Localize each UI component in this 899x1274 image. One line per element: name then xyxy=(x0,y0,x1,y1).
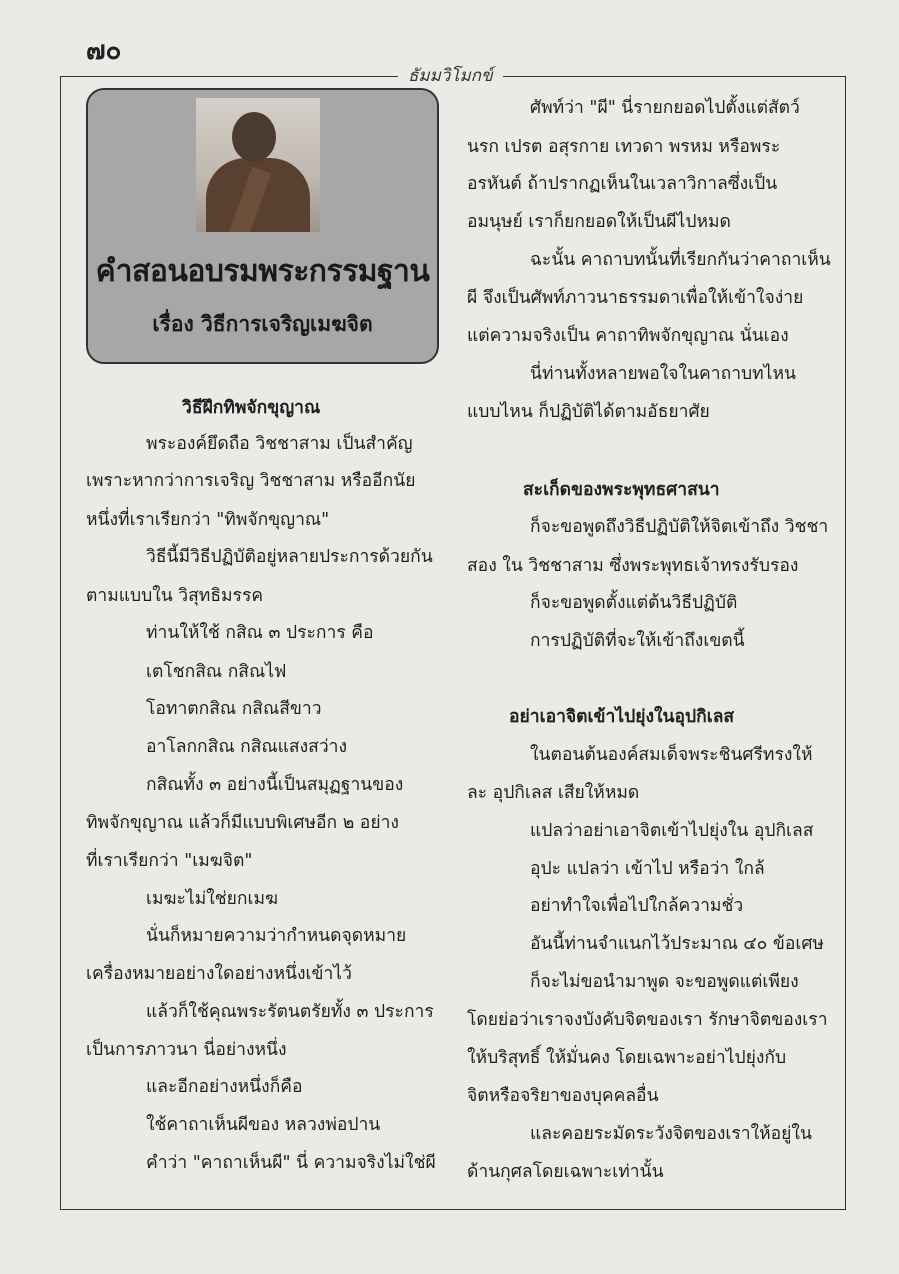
section-heading: อย่าเอาจิตเข้าไปยุ่งในอุปกิเลส xyxy=(509,707,735,727)
paragraph-line: เพราะหากว่าการเจริญ วิชชาสาม หรืออีกนัย xyxy=(86,471,416,491)
paragraph-line: การปฏิบัติที่จะให้เข้าถึงเขตนี้ xyxy=(530,631,745,651)
paragraph-line: พระองค์ยึดถือ วิชชาสาม เป็นสำคัญ xyxy=(146,434,413,454)
paragraph-line: ใช้คาถาเห็นผีของ หลวงพ่อปาน xyxy=(146,1115,381,1135)
paragraph-line: ในตอนต้นองค์สมเด็จพระชินศรีทรงให้ xyxy=(530,745,813,765)
paragraph-line: เมฆะไม่ใช่ยกเมฆ xyxy=(146,889,279,909)
page-number: ๗๐ xyxy=(86,36,122,66)
paragraph-line: ทิพจักขุญาณ แล้วก็มีแบบพิเศษอีก ๒ อย่าง xyxy=(86,813,399,833)
paragraph-line: แต่ความจริงเป็น คาถาทิพจักขุญาณ นั่นเอง xyxy=(467,326,789,346)
paragraph-line: อาโลกกสิณ กสิณแสงสว่าง xyxy=(146,737,348,757)
paragraph-line: หนึ่งที่เราเรียกว่า "ทิพจักขุญาณ" xyxy=(86,510,330,530)
paragraph-line: ที่เราเรียกว่า "เมฆจิต" xyxy=(86,851,253,871)
card-title: คำสอนอบรมพระกรรมฐาน xyxy=(95,254,430,289)
paragraph-line: สอง ใน วิชชาสาม ซึ่งพระพุทธเจ้าทรงรับรอง xyxy=(467,556,799,576)
paragraph-line: วิธีนี้มีวิธีปฏิบัติอยู่หลายประการด้วยกัน xyxy=(146,547,433,567)
paragraph-line: ให้บริสุทธิ์ ให้มั่นคง โดยเฉพาะอย่าไปยุ่งกับ xyxy=(467,1048,787,1068)
paragraph-line: เป็นการภาวนา นี่อย่างหนึ่ง xyxy=(86,1040,287,1060)
paragraph-line: ก็จะขอพูดตั้งแต่ต้นวิธีปฏิบัติ xyxy=(530,593,738,613)
paragraph-line: อย่าทำใจเพื่อไปใกล้ความชั่ว xyxy=(530,896,744,916)
paragraph-line: ตามแบบใน วิสุทธิมรรค xyxy=(86,586,264,606)
paragraph-line: แล้วก็ใช้คุณพระรัตนตรัยทั้ง ๓ ประการ xyxy=(146,1002,434,1022)
paragraph-line: ผี จึงเป็นศัพท์ภาวนาธรรมดาเพื่อให้เข้าใจง่าย xyxy=(467,288,804,308)
paragraph-line: และคอยระมัดระวังจิตของเราให้อยู่ใน xyxy=(530,1124,812,1144)
paragraph-line: อุปะ แปลว่า เข้าไป หรือว่า ใกล้ xyxy=(530,859,765,879)
paragraph-line: ท่านให้ใช้ กสิณ ๓ ประการ คือ xyxy=(146,623,374,643)
paragraph-line: นรก เปรต อสุรกาย เทวดา พรหม หรือพระ xyxy=(467,137,781,157)
paragraph-line: แบบไหน ก็ปฏิบัติได้ตามอัธยาศัย xyxy=(467,402,710,422)
paragraph-line: อรหันต์ ถ้าปรากฏเห็นในเวลาวิกาลซึ่งเป็น xyxy=(467,174,778,194)
paragraph-line: โอทาตกสิณ กสิณสีขาว xyxy=(146,699,322,719)
paragraph-line: เตโชกสิณ กสิณไฟ xyxy=(146,662,287,682)
paragraph-line: จิตหรือจริยาของบุคคลอื่น xyxy=(467,1086,659,1106)
paragraph-line: ละ อุปกิเลส เสียให้หมด xyxy=(467,783,640,803)
paragraph-line: ก็จะไม่ขอนำมาพูด จะขอพูดแต่เพียง xyxy=(530,972,799,992)
running-header: ธัมมวิโมกข์ xyxy=(398,62,503,89)
paragraph-line: แปลว่าอย่าเอาจิตเข้าไปยุ่งใน อุปกิเลส xyxy=(530,821,814,841)
paragraph-line: กสิณทั้ง ๓ อย่างนี้เป็นสมุฏฐานของ xyxy=(146,775,404,795)
section-heading: สะเก็ดของพระพุทธศาสนา xyxy=(523,480,720,500)
section-heading: วิธีฝึกทิพจักขุญาณ xyxy=(182,398,321,418)
paragraph-line: นั่นก็หมายความว่ากำหนดจุดหมาย xyxy=(146,926,407,946)
paragraph-line: ด้านกุศลโดยเฉพาะเท่านั้น xyxy=(467,1162,664,1182)
paragraph-line: ศัพท์ว่า "ผี" นี่รายกยอดไปตั้งแต่สัตว์ xyxy=(530,98,800,118)
card-subtitle: เรื่อง วิธีการเจริญเมฆจิต xyxy=(152,312,373,336)
paragraph-line: อันนี้ท่านจำแนกไว้ประมาณ ๔๐ ข้อเศษ xyxy=(530,934,824,954)
paragraph-line: และอีกอย่างหนึ่งก็คือ xyxy=(146,1077,303,1097)
paragraph-line: ก็จะขอพูดถึงวิธีปฏิบัติให้จิตเข้าถึง วิชชา xyxy=(530,517,829,537)
paragraph-line: เครื่องหมายอย่างใดอย่างหนึ่งเข้าไว้ xyxy=(86,964,352,984)
paragraph-line: โดยย่อว่าเราจงบังคับจิตของเรา รักษาจิตของเรา xyxy=(467,1010,828,1030)
paragraph-line: อมนุษย์ เราก็ยกยอดให้เป็นผีไปหมด xyxy=(467,212,731,232)
paragraph-line: คำว่า "คาถาเห็นผี" นี่ ความจริงไม่ใช่ผี xyxy=(146,1153,436,1173)
paragraph-line: นี่ท่านทั้งหลายพอใจในคาถาบทไหน xyxy=(530,364,796,384)
paragraph-line: ฉะนั้น คาถาบทนั้นที่เรียกกันว่าคาถาเห็น xyxy=(530,250,831,270)
